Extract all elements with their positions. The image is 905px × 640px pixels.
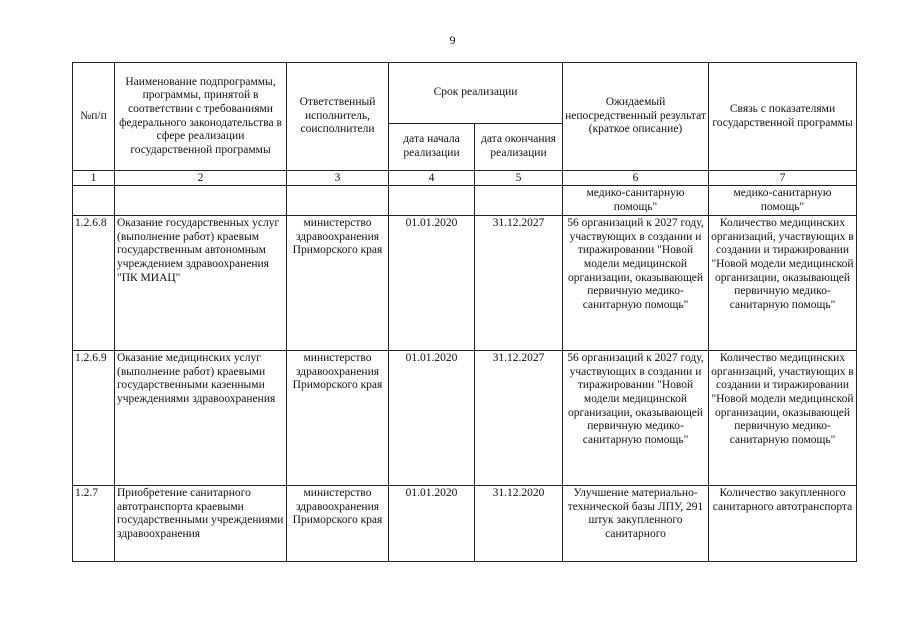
header-result: Ожидаемый непосредственный результат (краткое описание)	[563, 63, 709, 171]
indicator-link: Количество медицинских организаций, участвующих в создании и тиражировании "Новой модели медицинской организации, оказывающей первичную медико-санитарную помощь"	[709, 351, 857, 486]
responsible-executor: министерство здравоохранения Приморского края	[287, 351, 389, 486]
header-period: Срок реализации	[389, 63, 563, 124]
end-date: 31.12.2020	[475, 486, 563, 562]
column-number: 6	[563, 171, 709, 186]
table-cell	[73, 186, 115, 216]
column-number: 3	[287, 171, 389, 186]
table-row	[73, 351, 857, 486]
responsible-executor: министерство здравоохранения Приморского края	[287, 486, 389, 562]
start-date: 01.01.2020	[389, 216, 475, 351]
continuation-row	[73, 186, 857, 216]
start-date: 01.01.2020	[389, 486, 475, 562]
header-end-date: дата окончания реализации	[475, 124, 563, 171]
activity-name: Оказание государственных услуг (выполнение работ) краевым государственным автономным учреждением здравоохранения "ПК МИАЦ"	[115, 216, 287, 351]
header-row-top	[73, 63, 857, 124]
row-number: 1.2.6.9	[73, 351, 115, 486]
header-num: №п/п	[73, 63, 115, 171]
table-row	[73, 216, 857, 351]
program-activities-table	[72, 62, 857, 562]
row-number: 1.2.6.8	[73, 216, 115, 351]
column-number: 7	[709, 171, 857, 186]
start-date: 01.01.2020	[389, 351, 475, 486]
table-cell	[475, 186, 563, 216]
responsible-executor: министерство здравоохранения Приморского края	[287, 216, 389, 351]
link-cell: медико-санитарную помощь"	[709, 186, 857, 216]
activity-name: Приобретение санитарного автотранспорта краевыми государственными учреждениями здравоохранения	[115, 486, 287, 562]
indicator-link: Количество закупленного санитарного автотранспорта	[709, 486, 857, 562]
header-link: Связь с показателями государственной программы	[709, 63, 857, 171]
table-cell	[389, 186, 475, 216]
row-number: 1.2.7	[73, 486, 115, 562]
table-row	[73, 486, 857, 562]
activity-name: Оказание медицинских услуг (выполнение работ) краевыми государственными казенными учреждениями здравоохранения	[115, 351, 287, 486]
table-cell	[115, 186, 287, 216]
table-cell	[287, 186, 389, 216]
column-number: 4	[389, 171, 475, 186]
header-name: Наименование подпрограммы, программы, принятой в соответствии с требованиями федерального законодательства в сфере реализации государственной программы	[115, 63, 287, 171]
column-number: 5	[475, 171, 563, 186]
page-number: 9	[449, 33, 456, 47]
end-date: 31.12.2027	[475, 351, 563, 486]
column-number: 2	[115, 171, 287, 186]
expected-result: Улучшение материально-технической базы ЛПУ, 291 штук закупленного санитарного	[563, 486, 709, 562]
expected-result: 56 организаций к 2027 году, участвующих в создании и тиражировании "Новой модели медицинской организации, оказывающей первичную медико-санитарную помощь"	[563, 351, 709, 486]
header-start-date: дата начала реализации	[389, 124, 475, 171]
indicator-link: Количество медицинских организаций, участвующих в создании и тиражировании "Новой модели медицинской организации, оказывающей первичную медико-санитарную помощь"	[709, 216, 857, 351]
end-date: 31.12.2027	[475, 216, 563, 351]
header-responsible: Ответственный исполнитель, соисполнители	[287, 63, 389, 171]
column-number: 1	[73, 171, 115, 186]
column-number-row	[73, 171, 857, 186]
expected-result: 56 организаций к 2027 году, участвующих в создании и тиражировании "Новой модели медицинской организации, оказывающей первичную медико-санитарную помощь"	[563, 216, 709, 351]
program-table-container	[72, 62, 857, 562]
result-cell: медико-санитарную помощь"	[563, 186, 709, 216]
